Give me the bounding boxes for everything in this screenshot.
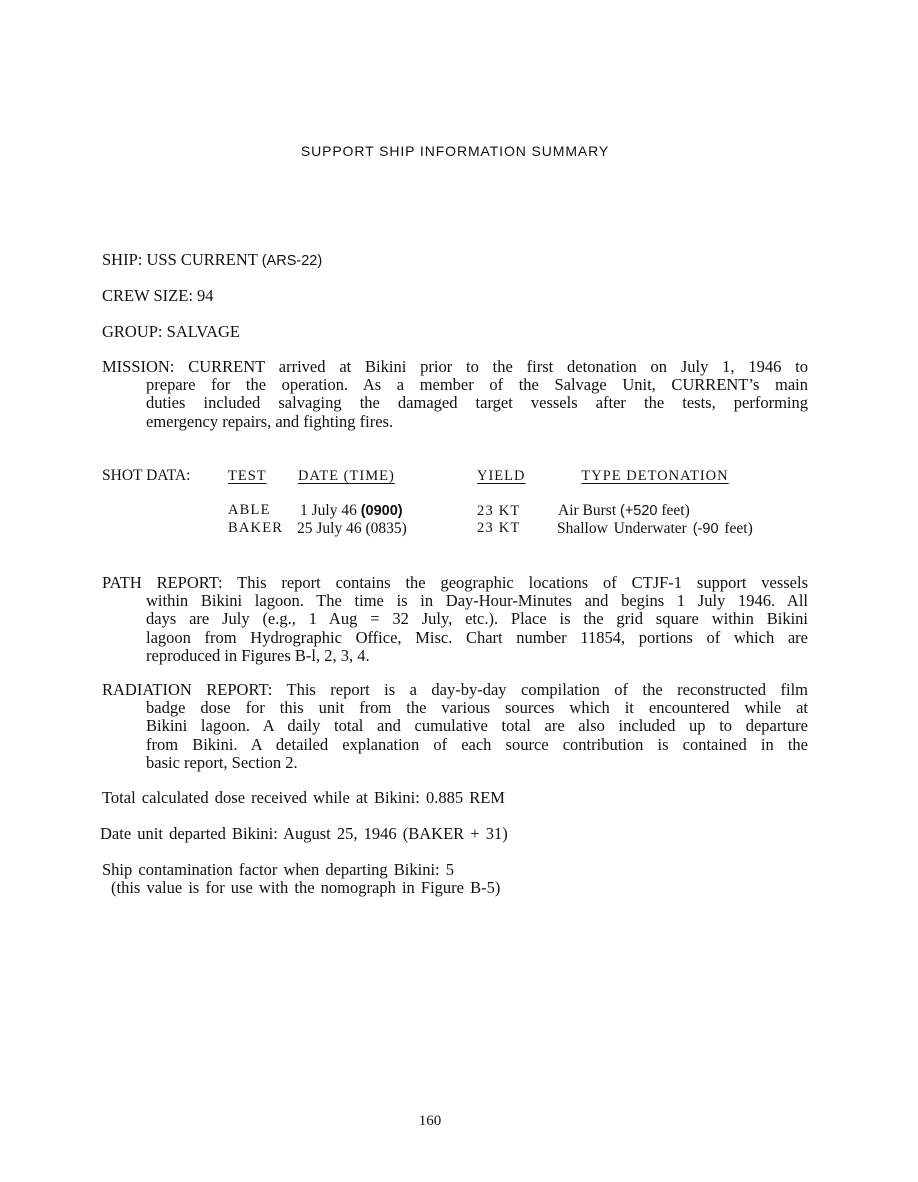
crew-line — [102, 286, 214, 306]
page-title: SUPPORT SHIP INFORMATION SUMMARY — [300, 143, 610, 159]
contamination-note: (this value is for use with the nomograph in Figure B-5) — [111, 878, 501, 897]
group-value: SALVAGE — [166, 322, 240, 341]
shot-row-date-value: 1 July 46 — [300, 502, 357, 519]
radiation-report-line: from Bikini. A detailed explanation of each source contribution is contained in the — [146, 734, 808, 754]
shot-header-yield: YIELD — [477, 468, 526, 484]
total-dose-value: 0.885 — [425, 788, 464, 807]
shot-row-date-value: 25 July 46 — [297, 520, 362, 537]
path-report-paragraph — [102, 574, 808, 665]
contamination-value: 5 — [445, 860, 455, 879]
shot-data-label: SHOT DATA: — [102, 467, 191, 484]
contamination-line — [102, 860, 454, 880]
shot-row-test: BAKER — [228, 520, 284, 536]
crew-label: CREW SIZE: — [102, 286, 193, 305]
departure-value: August 25, 1946 (BAKER + 31) — [283, 824, 508, 843]
path-report-line: within Bikini lagoon. The time is in Day-Hour-Minutes and begins 1 July 1946. All — [146, 591, 808, 611]
mission-paragraph — [102, 358, 808, 431]
shot-row-height: (+520 — [620, 503, 658, 519]
shot-header-type: TYPE DETONATION — [581, 468, 729, 484]
ship-name: USS CURRENT — [146, 250, 258, 269]
group-label: GROUP: — [102, 322, 163, 341]
shot-row-test: ABLE — [228, 502, 271, 518]
shot-row-time: (0900) — [360, 503, 403, 519]
crew-value: 94 — [197, 286, 214, 305]
contamination-label: Ship contamination factor when departing Bikini: — [102, 860, 440, 879]
path-report-line: reproduced in Figures B-l, 2, 3, 4. — [146, 645, 370, 665]
path-report-line: days are July (e.g., 1 Aug = 32 July, etc.). Place is the grid square within Bikini — [146, 609, 808, 629]
shot-row-yield: 23 KT — [477, 520, 521, 536]
mission-line: prepare for the operation. As a member of the Salvage Unit, CURRENT’s main — [146, 375, 808, 395]
total-dose-label: Total calculated dose received while at Bikini: — [102, 788, 420, 807]
shot-row-type — [558, 502, 690, 520]
page-number: 160 — [418, 1113, 442, 1129]
ship-label: SHIP: — [102, 250, 143, 269]
mission-line: duties included salvaging the damaged target vessels after the tests, performing — [146, 393, 808, 413]
shot-row-height-unit: feet) — [661, 502, 690, 519]
radiation-report-line: Bikini lagoon. A daily total and cumulative total are also included up to departure — [146, 716, 808, 736]
radiation-report-line: RADIATION REPORT: This report is a day-by-day compilation of the reconstructed film — [102, 680, 808, 699]
shot-row-type-value: Air Burst — [558, 502, 617, 519]
path-report-line: lagoon from Hydrographic Office, Misc. Chart number 11854, portions of which are — [146, 627, 808, 647]
departure-label: Date unit departed Bikini: — [100, 824, 278, 843]
radiation-report-line: badge dose for this unit from the various sources which it encountered while at — [146, 698, 808, 718]
shot-row-type — [557, 520, 753, 538]
radiation-report-paragraph — [102, 681, 808, 772]
group-line — [102, 322, 240, 342]
total-dose-line — [102, 788, 505, 808]
shot-row-date — [300, 502, 403, 520]
shot-row-height-unit: feet) — [724, 520, 753, 537]
mission-line: emergency repairs, and fighting fires. — [146, 411, 394, 431]
departure-line — [100, 824, 508, 844]
shot-row-type-value: Shallow Underwater — [557, 520, 687, 537]
shot-header-date: DATE (TIME) — [298, 468, 395, 484]
shot-row-date — [297, 520, 407, 538]
shot-row-time: (0835) — [365, 520, 407, 537]
shot-row-height: (-90 — [692, 521, 719, 537]
mission-line: MISSION: CURRENT arrived at Bikini prior to the first detonation on July 1, 1946 to — [102, 357, 808, 376]
ship-hull-number: (ARS-22) — [261, 253, 323, 269]
path-report-line: PATH REPORT: This report contains the geographic locations of CTJF-1 support vessels — [102, 573, 808, 592]
radiation-report-line: basic report, Section 2. — [146, 752, 298, 772]
shot-header-test: TEST — [228, 468, 267, 484]
shot-row-yield: 23 KT — [477, 503, 521, 519]
ship-line — [102, 250, 322, 270]
total-dose-unit: REM — [469, 788, 505, 807]
